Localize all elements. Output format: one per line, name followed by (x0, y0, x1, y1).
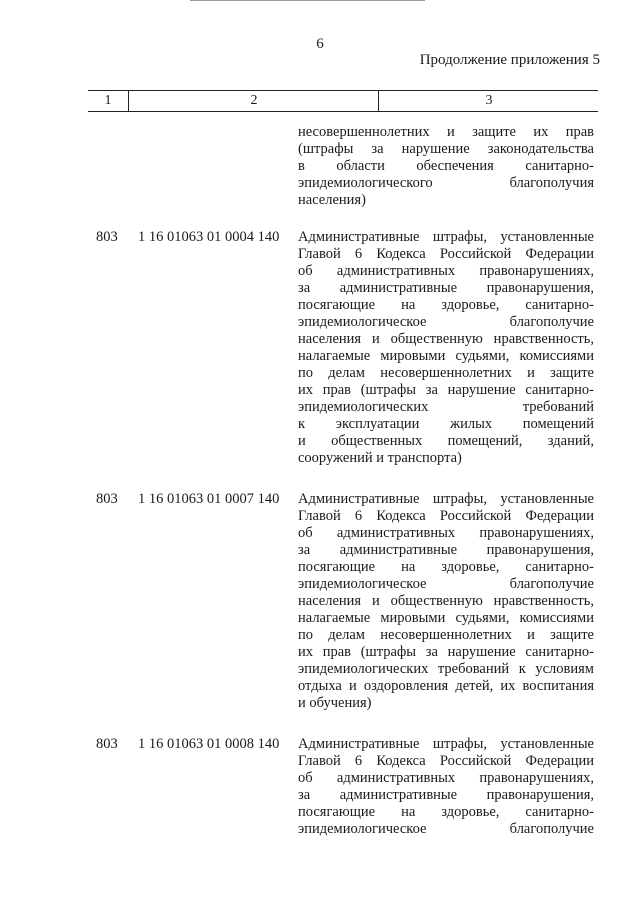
description-line: Главой 6 Кодекса Российской Федерации (298, 246, 594, 262)
description-line: и общественных помещений, зданий, (298, 433, 594, 449)
description-line: Административные штрафы, установленные (298, 229, 594, 245)
description-line: по делам несовершеннолетних и защите (298, 627, 594, 643)
entry-description (298, 229, 594, 467)
description-line: эпидемиологическое благополучие (298, 314, 594, 330)
description-line: и обучения) (298, 695, 372, 711)
description-line: отдыха и оздоровления детей, их воспитания (298, 678, 594, 694)
top-edge-rule (190, 0, 425, 1)
description-line: по делам несовершеннолетних и защите (298, 365, 594, 381)
description-line: несовершеннолетних и защите их прав (298, 124, 594, 140)
page-number: 6 (316, 36, 324, 52)
entry-description (298, 491, 594, 712)
admin-code: 803 (96, 736, 118, 752)
description-line: эпидемиологических требований (298, 399, 594, 415)
description-line: за административные правонарушения, (298, 787, 594, 803)
description-line: эпидемиологического благополучия (298, 175, 594, 191)
kbk-code: 1 16 01063 01 0008 140 (138, 736, 280, 752)
description-line: (штрафы за нарушение законодательства (298, 141, 594, 157)
description-line: за административные правонарушения, (298, 280, 594, 296)
column-header-2: 2 (128, 91, 379, 111)
table-column-header (88, 90, 598, 112)
description-line: в области обеспечения санитарно- (298, 158, 594, 174)
kbk-code: 1 16 01063 01 0007 140 (138, 491, 280, 507)
admin-code: 803 (96, 491, 118, 507)
kbk-code: 1 16 01063 01 0004 140 (138, 229, 280, 245)
continuation-caption: Продолжение приложения 5 (419, 52, 600, 68)
description-line: Административные штрафы, установленные (298, 736, 594, 752)
description-line: Главой 6 Кодекса Российской Федерации (298, 508, 594, 524)
description-line: за административные правонарушения, (298, 542, 594, 558)
description-line: населения) (298, 192, 366, 208)
description-line: посягающие на здоровье, санитарно- (298, 804, 594, 820)
continued-description (298, 124, 594, 209)
description-line: населения и общественную нравственность, (298, 593, 594, 609)
description-line: Главой 6 Кодекса Российской Федерации (298, 753, 594, 769)
entry-description (298, 736, 594, 838)
description-line: об административных правонарушениях, (298, 263, 594, 279)
description-line: эпидемиологических требований к условиям (298, 661, 594, 677)
description-line: об административных правонарушениях, (298, 770, 594, 786)
description-line: их прав (штрафы за нарушение санитарно- (298, 382, 594, 398)
description-line: их прав (штрафы за нарушение санитарно- (298, 644, 594, 660)
description-line: населения и общественную нравственность, (298, 331, 594, 347)
description-line: об административных правонарушениях, (298, 525, 594, 541)
column-header-1: 1 (104, 93, 112, 108)
description-line: посягающие на здоровье, санитарно- (298, 559, 594, 575)
admin-code: 803 (96, 229, 118, 245)
description-line: сооружений и транспорта) (298, 450, 462, 466)
description-line: налагаемые мировыми судьями, комиссиями (298, 348, 594, 364)
description-line: посягающие на здоровье, санитарно- (298, 297, 594, 313)
description-line: к эксплуатации жилых помещений (298, 416, 594, 432)
description-line: Административные штрафы, установленные (298, 491, 594, 507)
column-header-3: 3 (378, 91, 599, 111)
description-line: налагаемые мировыми судьями, комиссиями (298, 610, 594, 626)
description-line: эпидемиологическое благополучие (298, 576, 594, 592)
description-line: эпидемиологическое благополучие (298, 821, 594, 837)
